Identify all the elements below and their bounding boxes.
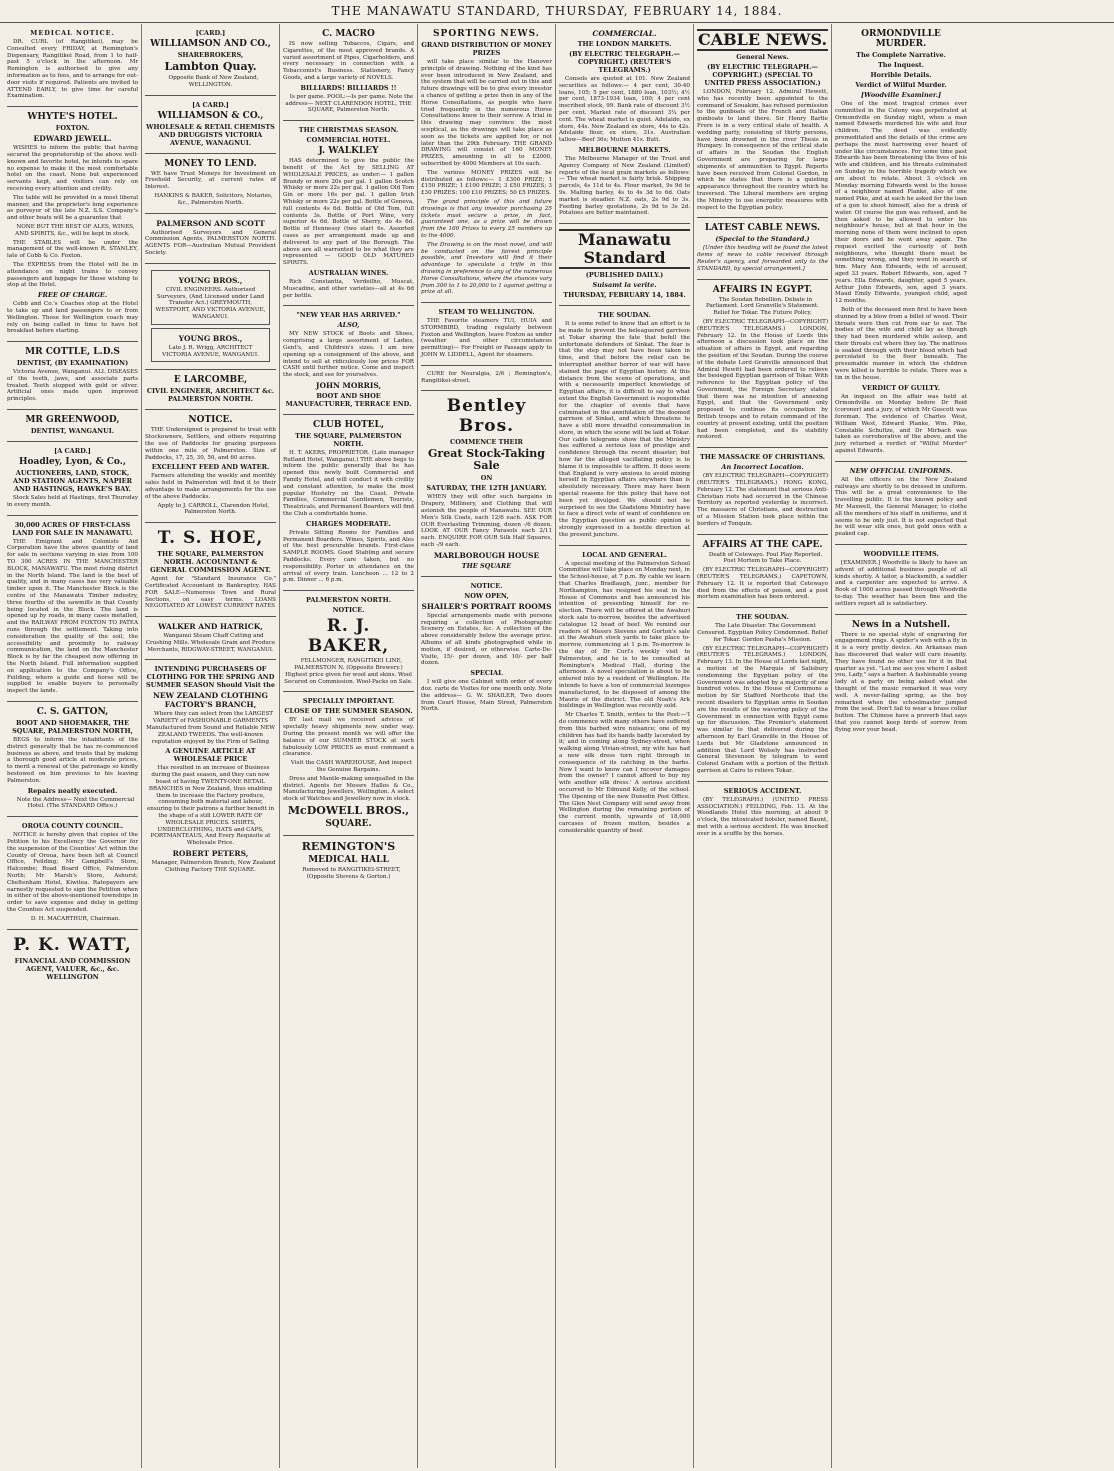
gatton-ad [7,702,138,817]
newspaper-date: THURSDAY, FEBRUARY 14, 1884. [563,291,686,300]
jewell-body-3: NONE BUT THE BEST OF ALES, WINES, AND SPIRITS, &c., will be kept in stock. [15,223,135,237]
walkley-body: HAS determined to give the public the benefit of the Act by SELLING AT WHOLESALE PRICES, as under:— 1 gallon Brandy or more 20s per gal. 1 gallon Scotch Whisky or more 22s per gal. 1 gallon Old Tom Gin or more 16s per gal. 1 gallon Irish Whisky or more 22s per gal. Bottle of Geneva, full contents 4s 6d. Bottle of Old Tom, full contents 3s. Bottle of Port Wine, very superior 4s 6d. Bottle of Sherry, do 4s 6d. Bottle of Hennessy (two star) 6s. Assorted cases as per arrangement made up and delivered to any part of the Borough. The above are all warranted to be what they are represented — GOOD OLD MATURED SPIRITS. [283,158,414,267]
macro-ad [283,24,414,121]
medical-hall-title: MEDICAL HALL [308,854,389,865]
greenwood-ad [7,410,138,442]
cure-ad [421,366,552,392]
baker-body: FELLMONGER, RANGITIKEI LINE, PALMERSTON N. (Opposite Brewery.) Highest price given for wool and skins. Wool Secured on Commission. Wool-Packs on Sale. [284,658,413,685]
hoadley-body: Stock Sales held at Hastings, first Thursday in every month. [7,495,138,508]
massacre-sub: An Incorrect Location. [721,463,804,472]
column-2 [142,24,280,1468]
tshoe-body: Agent for "Standard Insurance Co." Certificated Accountant in Bankruptcy. HAS FOR SALE—Numerous Town and Rural Sections, on easy terms. LOANS NEGOTIATED AT LOWEST CURRENT RATES [145,576,276,610]
latest-cable-title: LATEST CABLE NEWS. [704,223,821,234]
feed-title: EXCELLENT FEED AND WATER. [151,463,270,472]
gatton-body: BEGS to inform the inhabitants of the district generally that he has re-commenced business as above, and trusts that by making a thorough good article at moderate prices, to merit a renewal of the patronage so kindly bestowed on him previous to his leaving Palmerston. [7,737,138,784]
whytes-hotel-ad [7,107,138,342]
palmerson-ad [145,214,276,264]
jewell-body-2: The table will be provided in a most liberal manner, and the proprietor's long experience as purveyor of the late N.Z. S.S. Company's and other boats will be a guarantee that [7,194,138,222]
columns [4,24,1110,1468]
baker-ad [283,591,414,692]
grand-body: will take place similar to the Hanover principle of drawing. Nothing of the kind has ever been introduced in New Zealand, and the system that will be carried out in this and future drawings will be to give every investor a chance of getting a prize then in any of the Horse Consultations, as people who have tried frequently in the numerous Horse Consultations know to their sorrow. A trial in this drawing may convince the most sceptical, as the drawings will take place as soon as the tickets are applied for, or not later than the 29th February. THE GRAND DRAWING will consist of 160 MONEY PRIZES, amounting in all to £2000, subscribed by 4000 Members at 10s each. [421,59,552,167]
commence-label: COMMENCE THEIR [450,438,523,447]
paddock-notice-ad [145,410,276,523]
young-bros-name: YOUNG BROS., [178,275,243,285]
verdict-title: Verdict of Wilful Murder. [855,81,947,89]
also-label: ALSO, [337,321,360,330]
verdict-guilty-title: VERDICT OF GUILTY. [861,383,941,392]
visit-body: Dress and Mantle-making unequalled in the district. Agents for Messrs Hallos & Co., Manufacturing Jewellers, Wellington. A select stock of Watches and Jewellery now in stock. [283,775,414,803]
young-bros-box [151,270,270,325]
australian-wines-title: AUSTRALIAN WINES. [308,268,389,277]
column-5 [556,24,694,1468]
club-hotel-name: CLUB HOTEL, [313,419,384,430]
cottle-name: MR COTTLE, L.D.S [25,347,120,358]
woodville-title: WOODVILLE ITEMS. [863,550,939,559]
morris-sub: BOOT AND SHOE MANUFACTURER, TERRACE END. [285,391,412,408]
specially-important: SPECIALLY IMPORTANT. [302,697,395,706]
medical-notice-title: MEDICAL NOTICE. [30,29,115,37]
remington-name: REMINGTON'S [301,839,396,853]
cottle-dentist-ad [7,342,138,410]
young-bros-2-body: Late J. R. Wrigg, ARCHITECT VICTORIA AVENUE, WANGANUI. [162,344,259,358]
special-title: SPECIAL [470,669,503,678]
shailer-notice: NOTICE. [470,581,503,590]
inquest-title: The Inquest. [877,61,925,69]
gatton-sub: BOOT AND SHOEMAKER, THE SQUARE, PALMERSTON NORTH, [12,719,133,735]
nutshell-body: There is no special style of engraving for engagement rings. A spider's web with a fly in it is a very pretty device. An Arkansas man has discovered that water will cure insanity. They have found no other use for it in that quarter as yet. "Let me see you where I asked you, Lady," says a barber. A fashionable young lady at a party on being asked what she thought of the music remarked it was very well. A never-failing spring, as the boy remarked when the schoolmaster jumped from the seat. Don't fail to wear a brass collar button. The Chinese have a proverb that says that you cannot keep birds of sorrow from flying over your head. [835,631,967,733]
now-open: NOW OPEN, [464,591,509,600]
larcombe-body: CIVIL ENGINEER, ARCHITECT &c. PALMERSTON NORTH. [146,387,275,404]
close-season-body: BY last mail we received advices of specially heavy shipments now under way. During the present month we will offer the balance of our SUMMER STOCK at such fabulously LOW PRICES as must command a clearance. [283,717,414,758]
shailer-name: SHAILER'S PORTRAIT ROOMS [421,601,552,611]
melbourne-markets-body: The Melbourne Manager of the Trust and Agency Company of New Zealand (Limited) reports of the local grain markets as follows:— The wheat market is fairly brisk. Shipping parcels, 4s 11d to 4s. Flour market, 9s 9d to 9s. Malting barley, 4s to 4s 3d to 6d. Oats market is steadier. N.Z. oats, 2s 9d to 3s. Feeding barley quotations, 2s 9d to 3s 2d. Potatoes are better maintained. [559,155,690,217]
commercial-title: COMMERCIAL. [592,29,657,38]
macro-body: IS now selling Tobaccos, Cigars, and Cigarettes, of the most approved brands. A varied assortment of Pipes, Cigarholders, and every necessary in connection with a Tobacconist's Business. Stationery, Fancy Goods, and a large variety of NOVELS. [283,41,414,81]
charges-body: Private Sitting Rooms for Families and Permanent Boarders. Wines, Spirits, and Ales of the best procurable brands. First-class SAMPLE ROOMS. Good Stabling and secure Paddocks. Every care taken, but no responsibility. Porter in attendance on the arrival of every train. Luncheon ... 12 to 2 p.m. Dinner ... 6 p.m. [283,529,414,584]
peters-name: ROBERT PETERS, [172,849,249,859]
clothing-intro: INTENDING PURCHASERS OF CLOTHING FOR THE SPRING AND SUMMER SEASON Should Visit the [145,665,276,690]
commercial-section [559,24,690,224]
visit-text: Visit the CASH WAREHOUSE, And inspect the Genuine Bargains. [290,760,413,773]
massacre-title: THE MASSACRE OF CHRISTIANS. [699,453,826,462]
uniforms-section [835,462,967,545]
young-bros-2-name: YOUNG BROS., [178,333,243,343]
genuine-body: Has resulted in an increase of Business during the past season, and they can now boast of having TWENTY-ONE RETAIL BRANCHES in New Zealand, thus enabling them to increase the Factory produce, consuming both material and labour, ensuring to their patrons a further benefit in the shape of a still LOWER RATE OF WHOLESALE PRICES. SHIRTS, UNDERCLOTHING, HATS and CAPS, PORTMANTEAUS, And Every Requisite at Wholesale Price. [146,765,275,847]
palmerson-name: PALMERSON AND SCOTT [156,218,265,228]
hoadley-card: [A CARD.] [54,447,91,456]
close-season-title: CLOSE OF THE SUMMER SEASON. [284,707,413,716]
bentley-body: WHEN they will offer such bargains in Drapery, Millinery, and Clothing that will astonish the people of Manawatu. SEE OUR Men's Silk Coats, each 12/6 each. ASK FOR OUR Everlasting Trimming, dozen -/6 dozen. LOOK AT OUR Fancy Parasols each 2/11 each. ENQUIRE FOR OUR Silk Half Squares, each -/9 each. [421,494,552,549]
macro-name: C. MACRO [322,29,375,39]
massacre-body: (BY ELECTRIC TELEGRAPH—COPYRIGHT) (REUTER'S TELEGRAMS.) HONG KONG, February 12. The statement that serious Anti-Christian riots had occurred in the Chinese Territory as reported yesterday is incorrect. The massacre of Christians, and destruction of a Mission Station took place within the borders of Tonquin. [697,473,828,527]
massacre-section [697,448,828,534]
watt-ad [7,930,138,987]
verdict-guilty-body: An inquest on the affair was held at Ormondville on Monday before Dr Reid (coroner) and a jury, of which Mr Guscott was foreman. The evidence of Charles West, William West, Edward Planke, Wm. Pike, Constable Schultze, and Dr Mirbach was taken as corroborative of the above, and the jury returned a verdict of "Wilful Murder" against Edwards. [835,393,967,455]
uniforms-title: NEW OFFICIAL UNIFORMS. [849,466,953,475]
affairs-egypt-list: The Soudan Rebellion. Debate in Parliament. Lord Granville's Statement. Relief for Tokar. The Future Policy. [706,296,819,317]
examiner-credit: [Woodville Examiner.] [860,91,942,99]
cape-body: (BY ELECTRIC TELEGRAPH—COPYRIGHT) (REUTER'S TELEGRAMS.) CAPETOWN, February 12. It is reported that Cetewayo died from the effects of poison, and a post mortem examination has been ordered. [697,567,828,601]
free-of-charge: FREE OF CHARGE. [37,291,108,300]
jewell-body: WISHES to inform the public that having secured the proprietorship of the above well-known and favorite hotel, he intends to spare no expense to make it the most comfortable hotel on the coast. None but experienced servants kept, and visitors can rely on receiving every attention and civility. [7,145,138,192]
australian-wines-body: Rich Constantia, Verdeilho, Muscat, Muscadine, and other varieties—all at 4s 6d per bottle. [283,278,414,299]
hoadley-ad [7,442,138,516]
charges-title: CHARGES MODERATE. [306,519,391,528]
cure-text: CURE for Neuralgia, 2/6 ; Remington's, Rangitikei-street. [421,370,552,384]
money-title: MONEY TO LEND. [164,158,257,169]
clothing-ad [145,660,276,879]
nz-clothing-name: NEW ZEALAND CLOTHING FACTORY'S BRANCH, [153,691,268,710]
commercial-hotel-title: COMMERCIAL HOTEL. [306,136,391,145]
general-news-sub: (BY ELECTRIC TELEGRAPH.—COPYRIGHT.) (SPECIAL TO UNITED PRESS ASSOCIATION.) [704,63,821,87]
column-1 [4,24,142,1468]
steam-title: STEAM TO WELLINGTON. [438,308,535,317]
column-6 [694,24,832,1468]
cape-title: AFFAIRS AT THE CAPE. [702,539,823,550]
london-markets-sub: (BY ELECTRIC TELEGRAPH.—COPYRIGHT.) (REUTER'S TELEGRAMS.) [569,50,680,74]
horrible-title: Horrible Details. [870,71,932,79]
club-hotel-sub: THE SQUARE, PALMERSTON NORTH. [295,431,402,448]
gatton-name: C. S. GATTON, [36,707,109,717]
paddock-notice-body: THE Undersigned is prepared to treat with Stockowners, Settlers, and others requiring the use of Paddocks for grazing purposes within one mile of Palmerston. Size of Paddocks, 17, 25, 30, 50, and 60 acres. [145,427,276,461]
soudan-cable-title: THE SOUDAN. [736,613,789,622]
williamson2-ad [145,96,276,154]
hoadley-name: Hoadley, Lyon, & Co., [19,457,126,468]
palmerson-body: Authorised Surveyors and General Commission Agents, PALMERSTON NORTH. AGENTS FOR—Australian Mutual Provident Society. [145,229,276,256]
general-news-title: General News. [736,53,789,61]
cable-news-title: CABLE NEWS. [697,30,828,49]
williamson-card: [CARD.] [195,29,226,37]
remington-removed: Removed to RANGITIKEI-STREET, (Opposite Stevens & Gorton.) [302,866,401,880]
lambton-quay: Lambton Quay. [164,60,257,73]
local-general [559,546,690,841]
ormondville-murder [835,24,967,462]
shailer-ad [421,577,552,719]
williamson2-name: WILLIAMSON & CO., [157,110,264,121]
feed-body: Farmers attending the weekly and monthly sales held in Palmerston will find it to their advantage to make arrangements for the use of the above Paddocks. [145,473,276,500]
money-ad [145,154,276,214]
local-general-body: A special meeting of the Palmerston School Committee will take place on Monday next, in the School-house, at 7 p.m. By cable we learn that Charles Bradlaugh, junr., member for Northampton, has resigned his seat in the House of Commons and has announced his intention of presenting himself for re-election. There will be offered at the Awahuri stock sale to-morrow, besides the advertised catalogue 12 head of beef. We remind our readers of Messrs Stevens and Gorton's sale at the Awahuri stock yards to take place to-morrow, commencing at 1 p.m. To-morrow is the day of Dr Curl's weekly visit to Palmerston, and he is to be consulted at Remington's Medical Hall, during the afternoon. A novel speculation is about to be entered into by a resident of Wellington. He intends to have a ton of commercial lozenges manufactured, to be disposed of among the Maoris of the district. The old Noah's Ark buildings in Wellington was recently sold. [559,560,690,710]
larcombe-name: E LARCOMBE, [173,375,248,386]
bentley-ad [421,391,552,576]
hoadley-sub: AUCTIONEERS, LAND, STOCK, AND STATION AGENTS, NAPIER AND HASTINGS, HAWKE'S BAY. [12,469,133,494]
nz-clothing-body: Where they can select from the LARGEST VARIETY of FASHIONABLE GARMENTS Manufactured from Sound and Reliable NEW ZEALAND TWEEDS. The well-known reputation enjoyed by the Firm of Selling [146,711,275,745]
williamson2-card: [A CARD.] [192,100,229,109]
special-body: I will give one Cabinet with order of every doz. carte de Visites for one month only. Note the address— G. W. SHAILER, Two doors from Court House, Main Street, Palmerston North. [421,679,552,713]
acres-ad [7,516,138,702]
walker-hatrick-name: WALKER AND HATRICK, [158,622,263,632]
principle-text: The grand principle of this and future drawings is that any investor purchasing 25 tickets must secure a prize, in fact, guaranteed one, as a prize will be drawn from the 160 Prizes to every 25 numbers up to the 4000. [421,198,552,239]
soudan-editorial [559,306,690,546]
on-label: ON [480,474,493,483]
column-3 [280,24,418,1468]
williamson2-sub: WHOLESALE & RETAIL CHEMISTS AND DRUGGISTS VICTORIA AVENUE, WANAGNUI. [146,122,275,147]
soudan-editorial-title: THE SOUDAN. [598,311,651,320]
shailer-body: Special arrangements made with persons requiring a collection of Photographic Scenery on Estates, &c. A collection of the above considerably below the average price. Albums of all kinds photographed while in motion, if desired, or otherwise. Carte-De-Visite, 15/- per dozen, and 10/- per half dozen. [421,612,552,667]
lambton-body: Opposite Bank of New Zealand, WELLINGTON. [168,75,259,88]
tshoe-ad [145,523,276,617]
xmas-title: THE CHRISTMAS SEASON. [298,126,399,135]
newspaper-title: Manawatu Standard [559,229,690,269]
stables-text: THE STABLES will be under the management of the well-known R. STANLEY, late of Cobb & Co. Foxton. [7,239,138,260]
cash-warehouse-ad [283,692,414,836]
affairs-egypt-title: AFFAIRS IN EGYPT. [712,284,813,295]
acres-body: THE Emigrant and Colonists Aid Corporation have the above quantity of land for sale in sections varying in size from 100 TO 300 ACRES IN THE MANCHESTER BLOCK, MANAWATU. The most rising district in the North Island. The land is the best of quality, and in many cases has very valuable timber upon it. The Manchester Block is the centre of the Manawatu Timber industry, three fourths of the sawmills in that County being located in the Block. The land is opened up by roads, in many cases metalled, and the RAILWAY FROM FOXTON TO PATEA runs through the settlement. Taking into consideration the quality of the soil, the accessibility and proximity to railway communication, the land on the Manchester Block is by far the cheapest now offering in the North Island. Full information supplied on application to the Company's Office, Feilding, where a guide and horse will be supplied to enable buyers to personally inspect the lands. [7,538,138,695]
soudan-cable-list: The Late Disaster. The Government Censured. Egyptian Policy Condemned. Relief for Tokar. Gordon Pasha's Mission. [697,623,828,643]
affairs-egypt-body: (BY ELECTRIC TELEGRAPH—COPYRIGHT) (REUTER'S TELEGRAMS.) LONDON, February 12. In the House of Lords this afternoon a discussion took place on the situation of affairs in Egypt, and regarding the position of the Soudan. During the course of the debate Lord Granville announced that Admiral Hewitt had been ordered to relieve the besieged Egyptian garrison of Tokar. With reference to the Egyptian policy of the Government, the Foreign Secretary stated that there was no intention of annexing Egypt, and that the Government only proposed to continue its occupation by British troops and to retain command of the country at present existing, until the position had been completed, and its stability restored. [697,318,828,441]
genuine-title: A GENUINE ARTICLE AT WHOLESALE PRICE [165,747,256,764]
column-7 [832,24,970,1468]
walkley-name: J. WALKLEY [318,146,379,157]
mcdowell-name: McDOWELL BROS., [287,803,410,817]
bentley-name: Bentley Bros. [446,396,527,437]
club-hotel-ad [283,415,414,591]
drawing-text: The Drawing is on the most novel, and will be conducted on the fairest principle possible, and Investors will find it their advantage to speculate a trifle in this drawing in preference to any of the numerous Horse Consultations, where the chances vary from 300 to 1 to 20,000 to 1 against getting a prize at all. [421,241,552,296]
steam-body: THE Favorite steamers TUI, HUIA and STORMBIRD, trading regularly between Foxton and Wellington, leave Foxton as under (weather and other circumstances permitting)— For Freight or Passage apply to JOHN W. LIDDELL, Agent for steamers. [421,318,552,359]
whytes-hotel-title: WHYTE'S HOTEL. [27,112,118,123]
narrative-title: The Complete Narrative. [856,51,946,59]
remington-ad [283,836,414,887]
soudan-cable-body: (BY ELECTRIC TELEGRAPH—COPYRIGHT) (REUTER'S TELEGRAMS.) LONDON, February 13. In the House of Lords last night, a motion of the Marquis of Salisbury condemning the Egyptian policy of the Government was adopted by a majority of one hundred votes. In the House of Commons a motion by Sir Stafford Northcote that the recent disasters to Egyptian arms in Soudan are the results of the wavering policy of the Government in connection with Egypt came up for discussion. The Premier's statement was similar to that delivered during the afternoon by Earl Granville in the House of Lords but Mr Gladstone announced in addition that Lord Wolsely has instructed General Stevenson by telegram to send Colonel Graham with a portion of the British garrison at Cairo to relieve Tokar. [697,645,828,774]
cottle-body: Victoria Avenue, Wanganui. ALL DISEASES of the teeth, jaws, and associate parts treated. Teeth stopped with gold or silver. Artificial ones made upon improved principles. [7,369,138,403]
serious-accident-title: SERIOUS ACCIDENT. [723,786,802,795]
larcombe-ad [145,370,276,410]
walker-hatrick-ad [145,617,276,660]
woodville-body: [EXAMINER.] Woodville is likely to have an advent of additional business people of all kinds shortly. A tailor, a blacksmith, a saddler and a carpenter are expected to arrive. A Book of 1000 acres passed through Woodville to-day. The weather has been fine and the settlers report all is satisfactory. [835,560,967,607]
nutshell-title: News in a Nutshell. [851,619,951,630]
mcdowell-square: SQUARE. [325,818,372,829]
paddock-notice-title: NOTICE. [188,415,233,426]
young-bros-body: CIVIL ENGINEERS. Authorised Surveyors, (And Licensed under Land Transfer Act.) GREYMOUTH, WESTPORT, AND VICTORIA AVENUE, WANGANUI. [155,286,266,320]
ormondville-body-2: Both of the deceased men first to have been stunned by a blow from a billet of wood. Their throats were then cut from ear to ear. The bodies of the wife and child lay as though they had been murdered while asleep, and their throats cut where they lay. The mattress is soaked through with their blood which had percolated to the floor beneath. The presumable manner in which the children were killed is horrible to relate. There was a tin in the house. [835,306,967,381]
carroll-text: Apply to J. CARROLL, Clarendon Hotel, Palmerston North. [157,502,270,516]
watt-name: P. K. WATT, [13,934,132,955]
latest-cable-note: [Under this heading will be found the latest items of news to cable received through Reuter's agency, and forwarded only to the STANDARD, by special arrangement.] [697,245,828,272]
commercial-hotel-ad [283,121,414,306]
latest-cable-sub: (Special to the Standard.) [715,235,810,244]
sporting-title: SPORTING NEWS. [433,29,540,39]
general-news-body: LONDON, February 12. Admiral Hewett, who has recently been appointed to the command of Souakim, has refused permission to the gunboats of the French and Italian gunboats to land there. Sir Henry Bartle Frere is in a very critical state of health. A wedding party, consisting of thirty persons, have been drowned in the river Thesis in Hungary. In consequence of the critical state of affairs in the Soudan the English Government are preparing for large shipments of ammunition to Egypt. Reports have been received from Colonel Gordon, in which he states that there is a quieting appearance throughout the country which he traversed. The Liberal members are urging the Ministry to use energetic measures with respect to the Egyptian policy. [697,89,828,211]
london-markets-body: Consols are quoted at 101. New Zealand securities as follows:— 4 per cent, 30-40 loans, 105; 5 per cent, 1880 loan, 103½; 4½ per cent, 1873-1934 loan, 100; 4 per cent inscribed stock, 99. Bank rate of discount 3½ per cent. Market rate of discount 3¼ per cent. The wheat market is quiet. Adelaide, ex store, 44s. New Zealand ex store, 44s to 42s. Adelaide flour, ex store, 31s. Australian tallow—Beef 36s; Mutton 41s. Butt. [559,76,690,144]
club-hotel-body: H. T. AKERS, PROPRIETOR. (Late manager Rutland Hotel, Wanganui.) THE above begs to inform the public generally that he has opened this newly built Commercial and Family Hotel, and will conduct it with civility and constant attention, to make the most popular Hostelry on the Coast. Private Families, Commercial Gentlemen, Tourists, Theatricals, and Permanent Boarders will find the Club a comfortable home. [283,449,414,518]
morris-body: MY NEW STOCK of Boots and Shoes, comprising a large assortment of Ladies, Gent's, and Children's sizes. I am now opening up a consignment of the above, and intend to sell at ridiculously low prices FOR CASH until further notice. Come and inspect the stock, and see for yourselves. [283,331,414,379]
new-year-title: "NEW YEAR HAS ARRIVED." [296,311,401,320]
peters-body: Manager, Palmerston Branch, New Zealand Clothing Factory THE SQUARE. [151,860,276,873]
hankins-text: HANKINS & BAKER, Solicitors, Notaries, &c., Palmerston North. [154,192,273,206]
whytes-hotel-location: FOXTON. [55,124,90,133]
serious-accident-body: (BY TELEGRAPH.) (UNITED PRESS ASSOCIATION.) FEILDING, Feb. 13. At the Woodlands Hotel this morning, at about 9 o'clock, the intoxicated hoteler, named Baunt, met with a serious accident. He was knocked over in a scuffle by the horses. [697,796,828,837]
great-sale-title: Great Stock-Taking Sale [428,447,545,473]
newspaper-published: (PUBLISHED DAILY.) [585,271,664,280]
page-masthead: THE MANAWATU STANDARD, THURSDAY, FEBRUARY 14, 1884. [0,0,1114,23]
cape-section [697,535,828,609]
tshoe-sub: THE SQUARE, PALMERSTON NORTH. ACCOUNTANT & GENERAL COMMISSION AGENT. [150,550,271,575]
medical-notice-body: DR. CURL (of Rangitikei), may be Consulted every FRIDAY, at Remington's Dispensary, Rangitikei Road, from 1 to half-past 5 o'clock in the afternoon. Mr Remington is authorised to give any information as to fees, and to arrange for out-door visits if required. Patients are invited to ATTEND EARLY, to give time for careful Examination. [7,39,138,100]
jewell-name: EDWARD JEWELL. [33,134,112,144]
oroua-signature: D. H. MACARTHUR, Chairman. [30,915,121,922]
ormondville-body: One of the most tragical crimes ever committed in the Colony was perpetrated at Ormondville on Sunday night, when a man named Edwards murdered his wife and four children. The deed was evidently premeditated and the details of the crime are perhaps the most harrowing ever heard of under like circumstances. For some time past Edwards has been threatening the lives of his wife and children, and his threats culminated on Sunday in the horrible tragedy which we are about to relate. About 3 o'clock on Monday morning Edwards went to the house of a neighbour named Planke, also of one named Pike, and at each he asked for the loan of a gun to shoot himself, also for a drink of water. Of course the gun was refused, and he then asked to be allowed to enter his neighbour's house, but at that hour in the morning none of them were inclined to open their doors and he went away again. The request excited the curiosity of both neighbours, who thought there must be something wrong, and they went in search of him. Mary Ann Edwards, wife of accused, aged 33 years. Robert Edwards, son, aged 7 years. Ella Edwards, daughter, aged 5 years. Arthur John Edwards, son, aged 3 years. Maud Emily Edwards, youngest child, aged 12 months. [835,101,967,305]
soudan-cable [697,608,828,782]
cape-list: Death of Cetewayo. Foul Play Reported. Post Mortem to Take Place. [708,551,823,565]
column-4 [418,24,556,1468]
walker-hatrick-body: Wanganui Steam Chaff Cutting and Crushing Mills. Wholesale Grain and Produce Merchants, RIDGWAY-STREET, WANGANUI. [145,633,276,653]
london-markets-title: THE LONDON MARKETS. [577,40,672,48]
acres-title: 30,000 ACRES OF FIRST-CLASS LAND FOR SALE IN MANAWATU. [12,520,133,537]
cable-news [697,24,828,218]
latest-cable [697,218,828,279]
williamson-sub: SHAREBROKERS, [177,51,244,59]
melbourne-markets-title: MELBOURNE MARKETS. [578,145,671,154]
morris-ad [283,306,414,415]
tshoe-name: T. S. HOE, [157,528,264,549]
soudan-editorial-body: It is some relief to know that an effort is to be made to prevent the beleaguered garrison at Tokar sharing the fate that befell the unfortunate defenders of Sinkat. The fear is that the step may not have been taken in time, and that before the relief can be interrupted another horror of war will have stained the page of Egyptian history. At this distance from the scene of operations, and with a necessarily imperfect knowledge of Egyptian affairs, it is difficult to say to what extent the English Government is responsible for the chapter of events that have culminated in the annihilation of the doomed garrison of Sinkat, and which threatens to have a still more dreadful consummation in store, in which the scene will be laid at Tokar. Our cable telegrams show that the Ministry has suffered a serious loss of prestige and confidence through the recent disaster; but how far the alleged vacillating policy is to blame it is impossible to affirm. It does seem that England is very anxious to avoid mixing herself in Egyptian affairs anywhere than is absolutely necessary. There may have been special reasons for this policy that have not been yet divulged. We should not be surprised to see the Gladstone Ministry have to face a direct vote of want of confidence on the Egyptian question as public opinion is strongly expressed in a hostile direction at the present juncture. [559,321,690,538]
oroua-ad [7,817,138,929]
greenwood-sub: DENTIST, WANGANUI. [30,427,115,436]
medical-notice-ad [7,24,138,107]
watt-sub: FINANCIAL AND COMMISSION AGENT, VALUER, &c., &c. WELLINGTON [14,956,131,981]
ormondville-title: ORMONDVILLE MURDER. [861,29,941,49]
williamson-name: WILLIAMSON AND CO., [150,39,271,49]
pn-title: PALMERSTON NORTH. [305,596,392,605]
young-bros-2-box [151,328,270,363]
woodville-section [835,545,967,615]
billiards-body: Is per game. POOL:—Is per game. Note the address— NEXT CLARENDON HOTEL, THE SQUARE, Palmerston North. [285,93,414,114]
oroua-title: OROUA COUNTY COUNCIL. [21,822,124,831]
oroua-body: NOTICE is hereby given that copies of the Petition to his Excellency the Governor for the suspension of the Counties' Act within the County of Oroua, have been left at Council Office, Feilding; Mr Campbell's Store, Halcombe; Road Board Office, Palmerston North; Mr Marsh's Store, Ashurst; Cheltenham Hotel, Kiwitea. Ratepayers are earnestly requested to sign the Petition when in either of the above-mentioned townships in order to save expense and delay in getting the Counties Act suspended. [7,832,138,913]
gatton-address: Note the Address— Next the Commercial Hotel. (The STANDARD Office.) [16,796,135,810]
saturday-date: SATURDAY, THE 12TH JANUARY. [426,484,547,493]
marlborough-sub: THE SQUARE [461,561,512,570]
morris-name: JOHN MORRIS, [315,380,382,390]
affairs-egypt [697,280,828,449]
newspaper-motto: Suisamt la verite. [592,281,657,290]
cottle-sub: DENTIST, (BY EXAMINATION) [16,359,129,368]
gatton-repairs: Repairs neatly executed. [27,786,118,795]
uniforms-body: All the officers on the New Zealand railways are shortly to be dressed in uniform. This will be a great convenience to the travelling public. It is the known policy and Mr Maxwell, the General Manager, to clothe all the members of his staff in uniforms, and it seems to be only just. It is not expected that he will wear silk ones, but gold ones with a peaked cap. [835,476,967,538]
billiards-title: BILLIARDS! BILLIARDS !! [300,83,397,92]
greenwood-name: MR GREENWOOD, [25,415,120,426]
baker-notice: NOTICE. [332,606,365,615]
grand-distribution-title: GRAND DISTRIBUTION OF MONEY PRIZES [421,41,552,57]
baker-name: R. J. BAKER, [307,616,390,657]
williamson-ad [145,24,276,96]
young-bros-ad [145,264,276,371]
prizes-text: The various MONEY PRIZES will be distributed as follows:— 1 £300 PRIZE; 1 £150 PRIZE; 1 £100 PRIZE; 3 £50 PRIZES; 3 £30 PRIZES; 100 £10 PRIZES; 50 £5 PRIZES. [421,169,552,197]
local-general-title: LOCAL AND GENERAL. [582,550,667,559]
nameplate [559,224,690,306]
sporting-news [421,24,552,303]
marlborough-house: MARLBOROUGH HOUSE [433,550,540,560]
steam-ad [421,303,552,366]
serious-accident [697,782,828,844]
cobb-text: Cobb and Co.'s Coaches stop at the Hotel to take up and land passengers to or from Wellington. Those for Wellington coach may rely on being called in time to have hot breakfast before starting. [7,301,138,335]
local-general-body-2: Mr Charles T. Smith, writes to the Post:—'I do commence with many others have suffered from this barbed wire nuisance; one of my children has had its hands badly lacerated by it; and in coming along Sydney-street, when walking along Vivian-street, my wife has had a new silk dress torn right through in consequence of its catching in the barbs. Now I want to know can I recover damages from the owner? I cannot afford to buy my wife another silk dress.' A serious accident occurred to Mr Edmund Kelly, of the school. The Opening of the new Dunedin Post Office. The Glen Nest Company will send away from Wellington during the remaining portion of the current month, upwards of 18,000 carcases of frozen mutton, besides a considerable quantity of beef. [559,712,690,834]
money-body: WE have Trust Moneys for Investment on Freehold Security, at current rates of Interest. [145,170,276,191]
nutshell-section [835,615,967,740]
express-text: The EXPRESS from the Hotel will be in attendance on night trains to convey passengers and luggage for those wishing to stop at the Hotel. [7,261,138,289]
